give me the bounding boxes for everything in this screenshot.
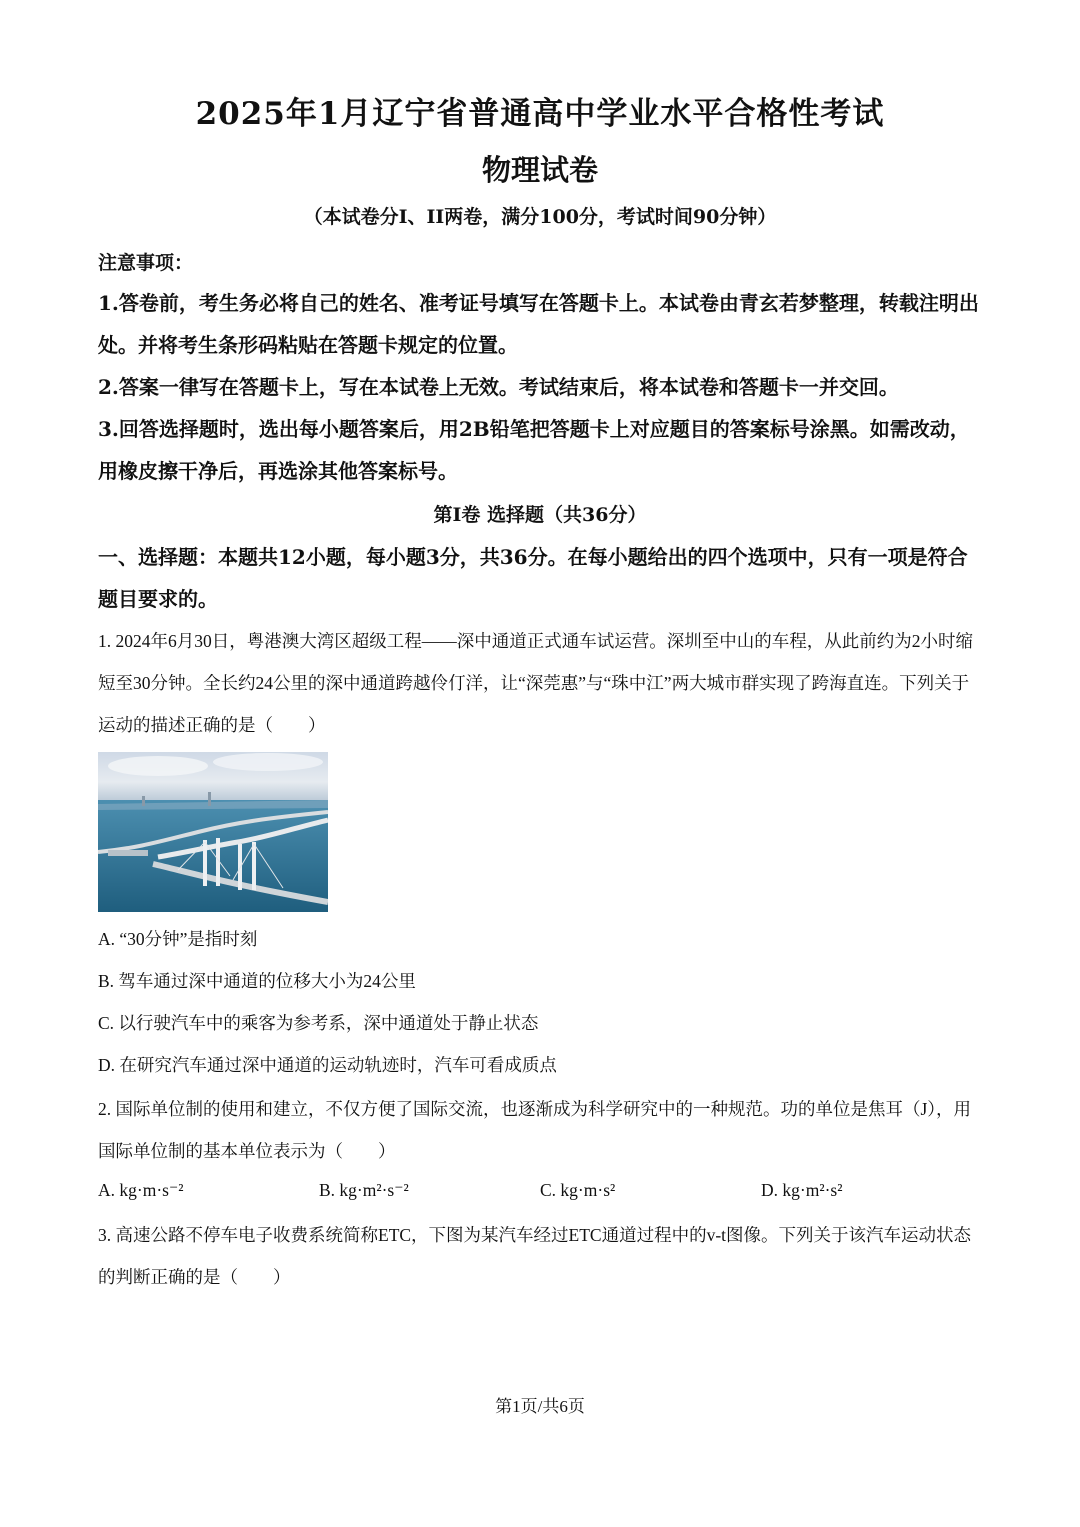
note-item-1: 1.答卷前，考生务必将自己的姓名、准考证号填写在答题卡上。本试卷由青玄若梦整理，转载注明出处。并将考生条形码粘贴在答题卡规定的位置。: [98, 291, 979, 357]
section-description: 一、选择题：本题共12小题，每小题3分，共36分。在每小题给出的四个选项中，只有一项是符合题目要求的。: [98, 545, 968, 611]
exam-title: 2025年1月辽宁省普通高中学业水平合格性考试: [195, 96, 885, 132]
question-3-stem: 3. 高速公路不停车电子收费系统简称ETC，下图为某汽车经过ETC通道过程中的v-t图像。下列关于该汽车运动状态的判断正确的是（ ）: [98, 1225, 972, 1287]
exam-subtitle: 物理试卷: [481, 153, 598, 187]
question-1-option-a: A. “30分钟”是指时刻: [98, 929, 258, 949]
notes-heading: 注意事项：: [98, 252, 194, 274]
question-1-option-c: C. 以行驶汽车中的乘客为参考系，深中通道处于静止状态: [98, 1013, 539, 1033]
page-number: 第1页/共6页: [495, 1397, 585, 1416]
note-item-3: 3.回答选择题时，选出每小题答案后，用2B铅笔把答题卡上对应题目的答案标号涂黑。如需改动，用橡皮擦干净后，再选涂其他答案标号。: [98, 417, 970, 483]
bridge-photo: [98, 752, 328, 912]
exam-info: （本试卷分I、II两卷，满分100分，考试时间90分钟）: [303, 206, 777, 228]
section-title: 第I卷 选择题（共36分）: [433, 504, 647, 526]
question-1-option-d: D. 在研究汽车通过深中通道的运动轨迹时，汽车可看成质点: [98, 1055, 557, 1075]
question-2-option-b: B. kg·m²·s⁻²: [319, 1180, 409, 1200]
question-2-option-a: A. kg·m·s⁻²: [98, 1180, 184, 1200]
question-2-option-c: C. kg·m·s²: [540, 1180, 616, 1200]
question-2-option-d: D. kg·m²·s²: [761, 1180, 843, 1200]
question-1-option-b: B. 驾车通过深中通道的位移大小为24公里: [98, 971, 416, 991]
note-item-2: 2.答案一律写在答题卡上，写在本试卷上无效。考试结束后，将本试卷和答题卡一并交回。: [98, 375, 899, 399]
question-1-stem: 1. 2024年6月30日，粤港澳大湾区超级工程——深中通道正式通车试运营。深圳至中山的车程，从此前约为2小时缩短至30分钟。全长约24公里的深中通道跨越伶仃洋，让“深莞惠”与“珠中江”两大城市群实现了跨海直连。下列关于运动的描述正确的是（ ）: [98, 631, 973, 735]
question-2-stem: 2. 国际单位制的使用和建立，不仅方便了国际交流，也逐渐成为科学研究中的一种规范。功的单位是焦耳（J），用国际单位制的基本单位表示为（ ）: [98, 1099, 972, 1161]
